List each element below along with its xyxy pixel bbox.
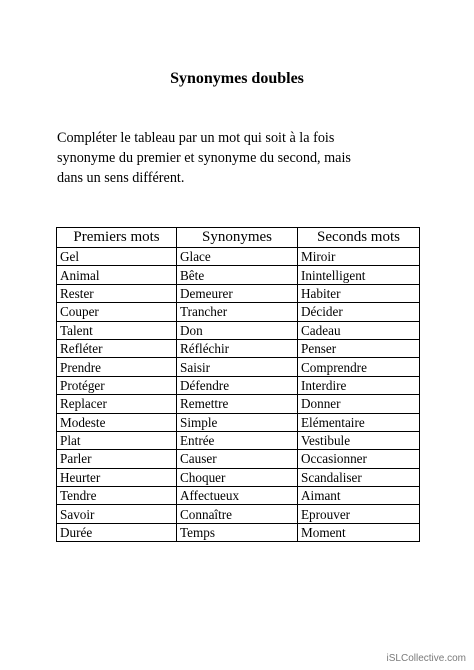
cell-synonym: Don <box>177 321 298 339</box>
table-row <box>57 339 420 357</box>
instructions-paragraph <box>57 128 417 188</box>
cell-first-word: Rester <box>57 284 177 302</box>
table-row <box>57 487 420 505</box>
cell-synonym: Bête <box>177 266 298 284</box>
instructions-line: Compléter le tableau par un mot qui soit à la fois <box>57 130 335 146</box>
cell-second-word: Comprendre <box>298 358 420 376</box>
cell-synonym: Glace <box>177 248 298 266</box>
cell-synonym: Défendre <box>177 376 298 394</box>
table-row <box>57 266 420 284</box>
cell-second-word: Aimant <box>298 487 420 505</box>
cell-second-word: Moment <box>298 523 420 541</box>
table-row <box>57 431 420 449</box>
instructions-line: synonyme du premier et synonyme du second, mais <box>57 150 351 166</box>
cell-first-word: Couper <box>57 303 177 321</box>
cell-first-word: Refléter <box>57 339 177 357</box>
cell-synonym: Réfléchir <box>177 339 298 357</box>
cell-second-word: Miroir <box>298 248 420 266</box>
cell-second-word: Donner <box>298 395 420 413</box>
column-header-synonyms: Synonymes <box>177 228 298 248</box>
cell-first-word: Plat <box>57 431 177 449</box>
cell-second-word: Cadeau <box>298 321 420 339</box>
table-row <box>57 523 420 541</box>
cell-first-word: Replacer <box>57 395 177 413</box>
cell-first-word: Prendre <box>57 358 177 376</box>
cell-synonym: Simple <box>177 413 298 431</box>
cell-second-word: Penser <box>298 339 420 357</box>
cell-second-word: Habiter <box>298 284 420 302</box>
cell-synonym: Temps <box>177 523 298 541</box>
table-row <box>57 468 420 486</box>
cell-second-word: Interdire <box>298 376 420 394</box>
cell-synonym: Saisir <box>177 358 298 376</box>
table-body <box>57 248 420 542</box>
cell-first-word: Heurter <box>57 468 177 486</box>
cell-synonym: Entrée <box>177 431 298 449</box>
cell-second-word: Vestibule <box>298 431 420 449</box>
cell-second-word: Inintelligent <box>298 266 420 284</box>
table-row <box>57 321 420 339</box>
cell-synonym: Demeurer <box>177 284 298 302</box>
cell-synonym: Causer <box>177 450 298 468</box>
table-row <box>57 358 420 376</box>
cell-second-word: Elémentaire <box>298 413 420 431</box>
cell-synonym: Connaître <box>177 505 298 523</box>
page-title: Synonymes doubles <box>170 70 304 87</box>
table-row <box>57 505 420 523</box>
table-row <box>57 303 420 321</box>
table-row <box>57 395 420 413</box>
instructions-line: dans un sens différent. <box>57 170 185 186</box>
cell-second-word: Décider <box>298 303 420 321</box>
table-row <box>57 413 420 431</box>
site-watermark: iSLCollective.com <box>386 653 466 664</box>
cell-second-word: Scandaliser <box>298 468 420 486</box>
cell-synonym: Trancher <box>177 303 298 321</box>
cell-synonym: Affectueux <box>177 487 298 505</box>
cell-synonym: Remettre <box>177 395 298 413</box>
table-header-row <box>57 228 420 248</box>
synonyms-table <box>56 227 420 542</box>
cell-second-word: Occasionner <box>298 450 420 468</box>
cell-first-word: Tendre <box>57 487 177 505</box>
column-header-second-words: Seconds mots <box>298 228 420 248</box>
cell-first-word: Savoir <box>57 505 177 523</box>
cell-first-word: Protéger <box>57 376 177 394</box>
cell-first-word: Gel <box>57 248 177 266</box>
column-header-first-words: Premiers mots <box>57 228 177 248</box>
cell-first-word: Modeste <box>57 413 177 431</box>
table-row <box>57 248 420 266</box>
cell-second-word: Eprouver <box>298 505 420 523</box>
cell-first-word: Animal <box>57 266 177 284</box>
cell-first-word: Durée <box>57 523 177 541</box>
cell-first-word: Parler <box>57 450 177 468</box>
cell-first-word: Talent <box>57 321 177 339</box>
cell-synonym: Choquer <box>177 468 298 486</box>
table-row <box>57 284 420 302</box>
table-row <box>57 376 420 394</box>
table-row <box>57 450 420 468</box>
